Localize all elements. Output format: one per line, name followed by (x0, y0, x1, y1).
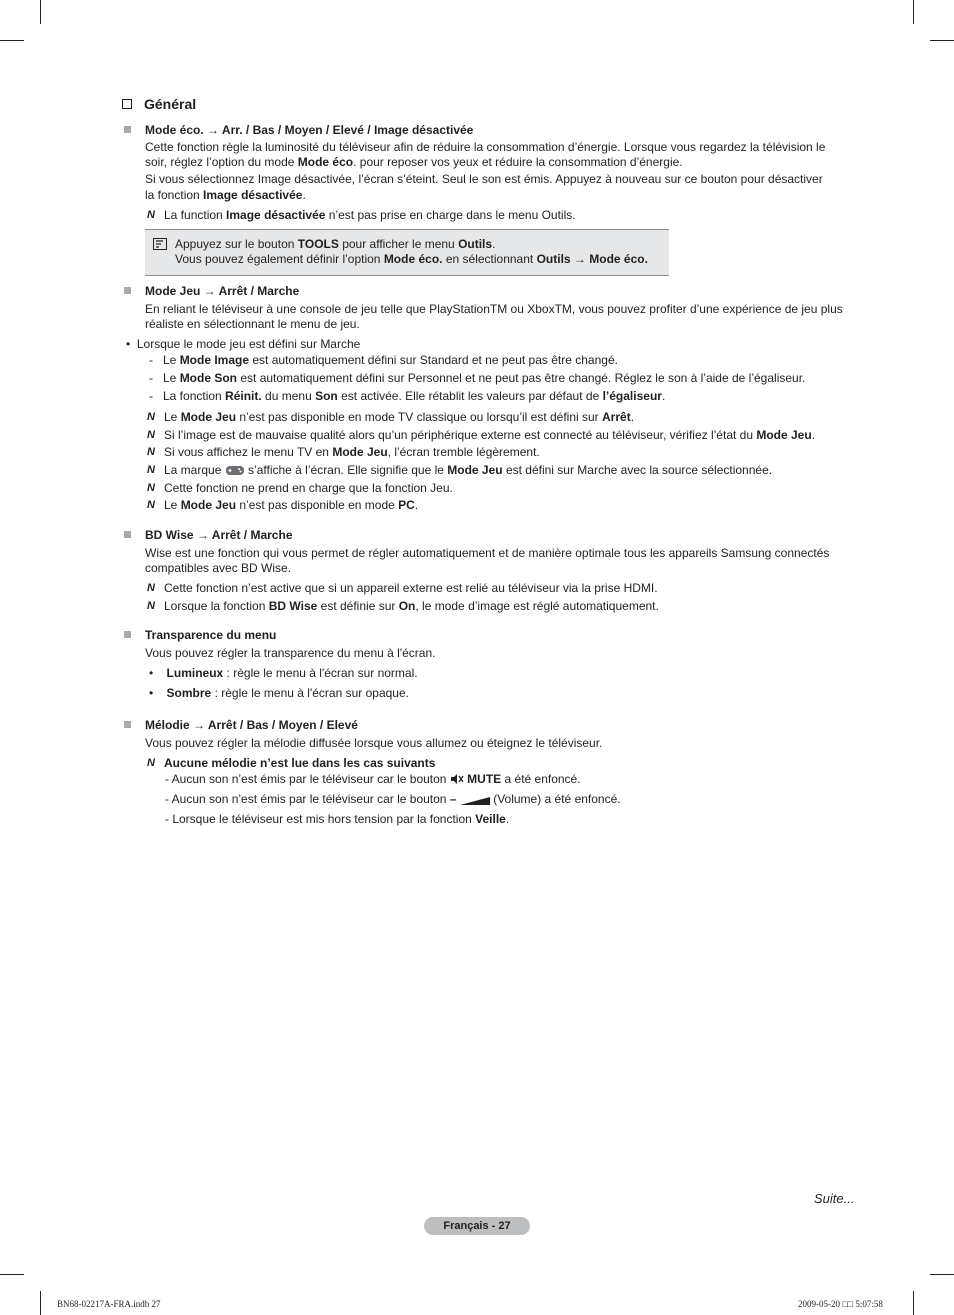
note-icon: N (147, 446, 155, 458)
transparence-text: Vous pouvez régler la transparence du menu à l'écran. (145, 646, 436, 660)
jeu-note: La marque s’affiche à l’écran. Elle signifie que le Mode Jeu est défini sur Marche avec la source sélectionnée. (164, 463, 773, 477)
melodie-note: Aucune mélodie n’est lue dans les cas suivants (164, 756, 436, 770)
melodie-dash-item: - Lorsque le téléviseur est mis hors tension par la fonction Veille. (165, 812, 510, 826)
crop-mark (913, 1291, 914, 1315)
bdwise-title: BD Wise → Arrêt / Marche (145, 528, 293, 542)
bullet-square-icon (124, 721, 131, 728)
jeu-bullet: • Lorsque le mode jeu est défini sur Marche (126, 337, 361, 351)
note-icon: N (147, 411, 155, 423)
crop-mark (0, 40, 24, 41)
bdwise-note: Cette fonction n’est active que si un appareil externe est relié au téléviseur via la prise HDMI. (164, 581, 658, 595)
crop-mark (913, 0, 914, 24)
melodie-text: Vous pouvez régler la mélodie diffusée lorsque vous allumez ou éteignez le téléviseur. (145, 736, 603, 750)
eco-text-line: la fonction Image désactivée. (145, 188, 306, 202)
tools-tip-box (145, 229, 669, 276)
jeu-dash-item: - Le Mode Son est automatiquement défini sur Personnel et ne peut pas être changé. Réglez le son à l’aide de l’égaliseur. (149, 371, 806, 385)
note-icon: N (147, 600, 155, 612)
print-file-info: BN68-02217A-FRA.indb 27 (57, 1299, 161, 1309)
melodie-title: Mélodie → Arrêt / Bas / Moyen / Elevé (145, 718, 358, 732)
eco-text-line: Cette fonction règle la luminosité du téléviseur afin de réduire la consommation d’énergie. Lorsque vous regardez la télévision le (145, 140, 826, 154)
eco-note: La function Image désactivée n’est pas prise en charge dans le menu Outils. (164, 208, 576, 222)
crop-mark (40, 0, 41, 24)
bullet-dot-icon: • (126, 337, 131, 351)
bullet-square-icon (124, 287, 131, 294)
note-icon: N (147, 429, 155, 441)
jeu-dash-item: - La fonction Réinit. du menu Son est activée. Elle rétablit les valeurs par défaut de l’égaliseur. (149, 389, 666, 403)
jeu-note: Si l’image est de mauvaise qualité alors qu’un périphérique externe est connecté au téléviseur, vérifiez l’état du Mode Jeu. (164, 428, 816, 442)
continued-label: Suite... (814, 1191, 855, 1206)
volume-wedge-icon (460, 795, 490, 805)
note-icon: N (147, 464, 155, 476)
bdwise-note: Lorsque la fonction BD Wise est définie sur On, le mode d’image est réglé automatiquement. (164, 599, 659, 613)
jeu-note: Le Mode Jeu n’est pas disponible en mode PC. (164, 498, 419, 512)
tools-icon (153, 238, 167, 250)
jeu-text-line: réaliste en sélectionnant le menu de jeu. (145, 317, 360, 331)
jeu-text-line: En reliant le téléviseur à une console de jeu telle que PlayStationTM ou XboxTM, vous pouvez profiter d’une expérience de jeu plus (145, 302, 843, 316)
tools-tip-line: Vous pouvez également définir l’option Mode éco. en sélectionnant Outils → Mode éco. (175, 252, 648, 266)
bdwise-text-line: compatibles avec BD Wise. (145, 561, 292, 575)
note-icon: N (147, 482, 155, 494)
checkbox-square-icon (122, 99, 132, 109)
mute-icon (450, 773, 464, 785)
section-heading (122, 95, 196, 113)
bullet-dot-icon: • (149, 666, 154, 680)
jeu-note: Cette fonction ne prend en charge que la fonction Jeu. (164, 481, 453, 495)
note-icon: N (147, 499, 155, 511)
transparence-bullet: • Lumineux : règle le menu à l'écran sur normal. (149, 666, 418, 680)
eco-text-line: Si vous sélectionnez Image désactivée, l’écran s’éteint. Seul le son est émis. Appuyez à nouveau sur ce bouton pour désactiver (145, 172, 823, 186)
transparence-bullet: • Sombre : règle le menu à l'écran sur opaque. (149, 686, 409, 700)
crop-mark (930, 40, 954, 41)
jeu-note: Si vous affichez le menu TV en Mode Jeu, l’écran tremble légèrement. (164, 445, 540, 459)
note-icon: N (147, 757, 155, 769)
crop-mark (930, 1274, 954, 1275)
eco-title: Mode éco. → Arr. / Bas / Moyen / Elevé / Image désactivée (145, 123, 474, 137)
bullet-square-icon (124, 631, 131, 638)
transparence-title: Transparence du menu (145, 628, 277, 642)
jeu-note: Le Mode Jeu n’est pas disponible en mode TV classique ou lorsqu’il est défini sur Arrêt. (164, 410, 635, 424)
bdwise-text-line: Wise est une fonction qui vous permet de régler automatiquement et de manière optimale tous les appareils Samsung connectés (145, 546, 830, 560)
gamepad-icon (225, 464, 245, 476)
jeu-dash-item: - Le Mode Image est automatiquement défini sur Standard et ne peut pas être changé. (149, 353, 618, 367)
jeu-title: Mode Jeu → Arrêt / Marche (145, 284, 300, 298)
bullet-square-icon (124, 126, 131, 133)
section-heading-text: Général (144, 96, 197, 112)
melodie-dash-item: - Aucun son n’est émis par le téléviseur car le bouton – (Volume) a été enfoncé. (165, 792, 621, 806)
note-icon: N (147, 209, 155, 221)
page-number-badge: Français - 27 (424, 1217, 530, 1235)
print-date-info: 2009-05-20 □□ 5:07:58 (798, 1299, 883, 1309)
crop-mark (40, 1291, 41, 1315)
eco-text-line: soir, réglez l’option du mode Mode éco. pour reposer vos yeux et réduire la consommation d’énergie. (145, 155, 683, 169)
note-icon: N (147, 582, 155, 594)
bullet-dot-icon: • (149, 686, 154, 700)
crop-mark (0, 1274, 24, 1275)
melodie-dash-item: - Aucun son n’est émis par le téléviseur car le bouton MUTE a été enfoncé. (165, 772, 581, 786)
tools-tip-line: Appuyez sur le bouton TOOLS pour afficher le menu Outils. (175, 237, 496, 251)
bullet-square-icon (124, 531, 131, 538)
